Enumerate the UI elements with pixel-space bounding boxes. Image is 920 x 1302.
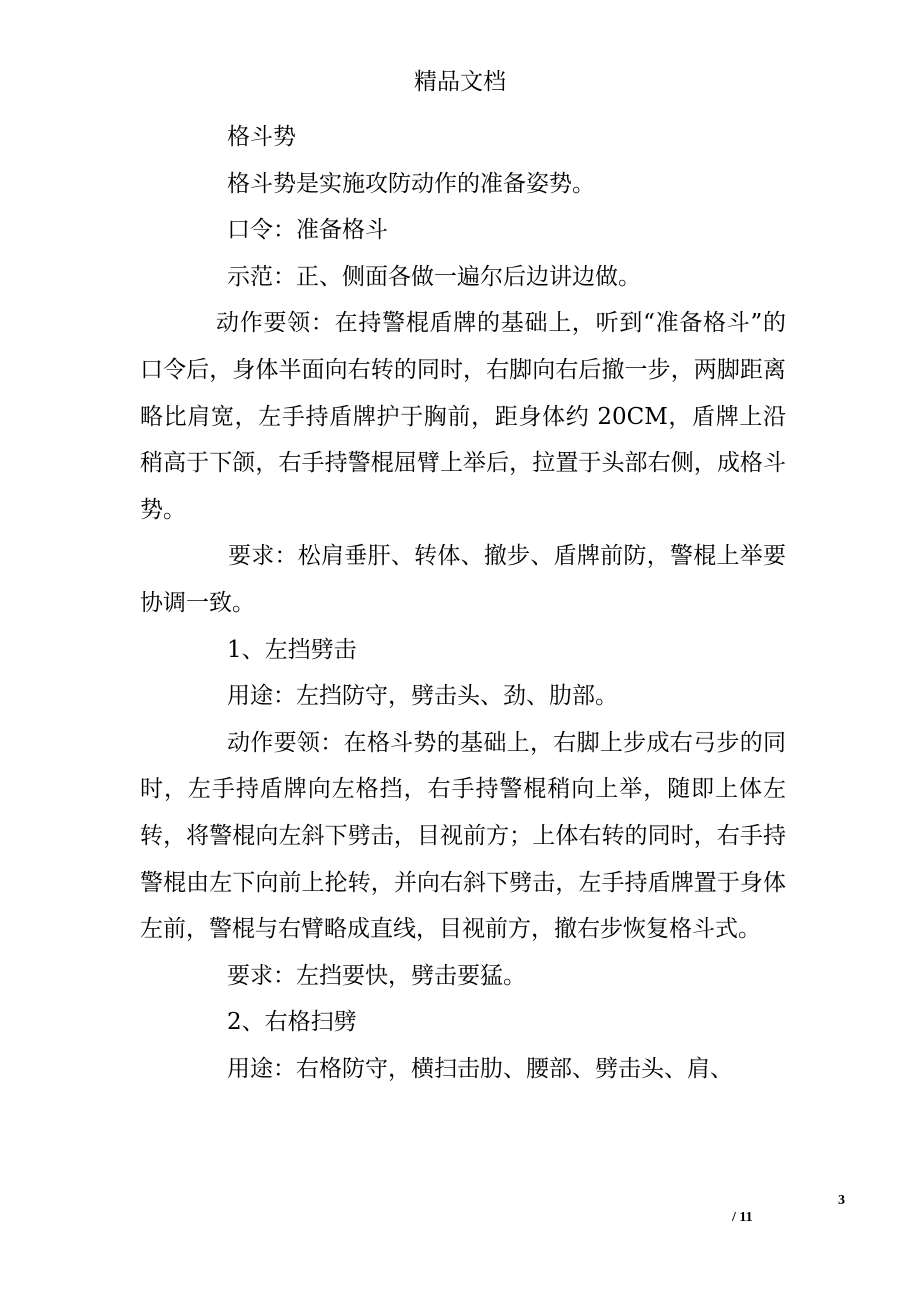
- paragraph-command: 口令：准备格斗: [227, 217, 388, 244]
- page-number: 3: [838, 1193, 845, 1208]
- document-body: [140, 114, 786, 1092]
- paragraph-definition: 格斗势是实施攻防动作的准备姿势。: [227, 170, 595, 197]
- section-heading-right-sweep: 2、右格扫劈: [227, 1009, 357, 1036]
- page-header: 精品文档: [414, 69, 506, 95]
- paragraph-right-sweep-usage: 用途：右格防守，横扫击肋、腰部、劈击头、肩、: [227, 1055, 733, 1082]
- paragraph-left-block-essentials: 动作要领：在格斗势的基础上，右脚上步成右弓步的同时，左手持盾牌向左格挡，右手持警棍稍向上举，随即上体左转，将警棍向左斜下劈击，目视前方；上体右转的同时，右手持警棍由左下向前上抡转，并向右斜下劈击，左手持盾牌置于身体左前，警棍与右臂略成直线，目视前方，撤右步恢复格斗式。: [140, 729, 786, 943]
- paragraph-left-block-usage: 用途：左挡防守，劈击头、劲、肋部。: [227, 683, 618, 710]
- paragraph-demonstration: 示范：正、侧面各做一遍尔后边讲边做。: [227, 263, 641, 290]
- paragraph-action-essentials: 动作要领：在持警棍盾牌的基础上，听到“准备格斗”的口令后，身体半面向右转的同时，右脚向右后撤一步，两脚距离略比肩宽，左手持盾牌护于胸前，距身体约 20CM，盾牌上沿稍高于下颌，右手持警棍屈臂上举后，拉置于头部右侧，成格斗势。: [140, 310, 786, 523]
- page-total: / 11: [732, 1210, 753, 1225]
- paragraph-requirements: 要求：松肩垂肝、转体、撤步、盾牌前防，警棍上举要协调一致。: [140, 543, 786, 616]
- section-heading-left-block: 1、左挡劈击: [227, 636, 357, 663]
- section-heading-stance: 格斗势: [227, 124, 296, 150]
- paragraph-left-block-requirements: 要求：左挡要快，劈击要猛。: [227, 962, 526, 989]
